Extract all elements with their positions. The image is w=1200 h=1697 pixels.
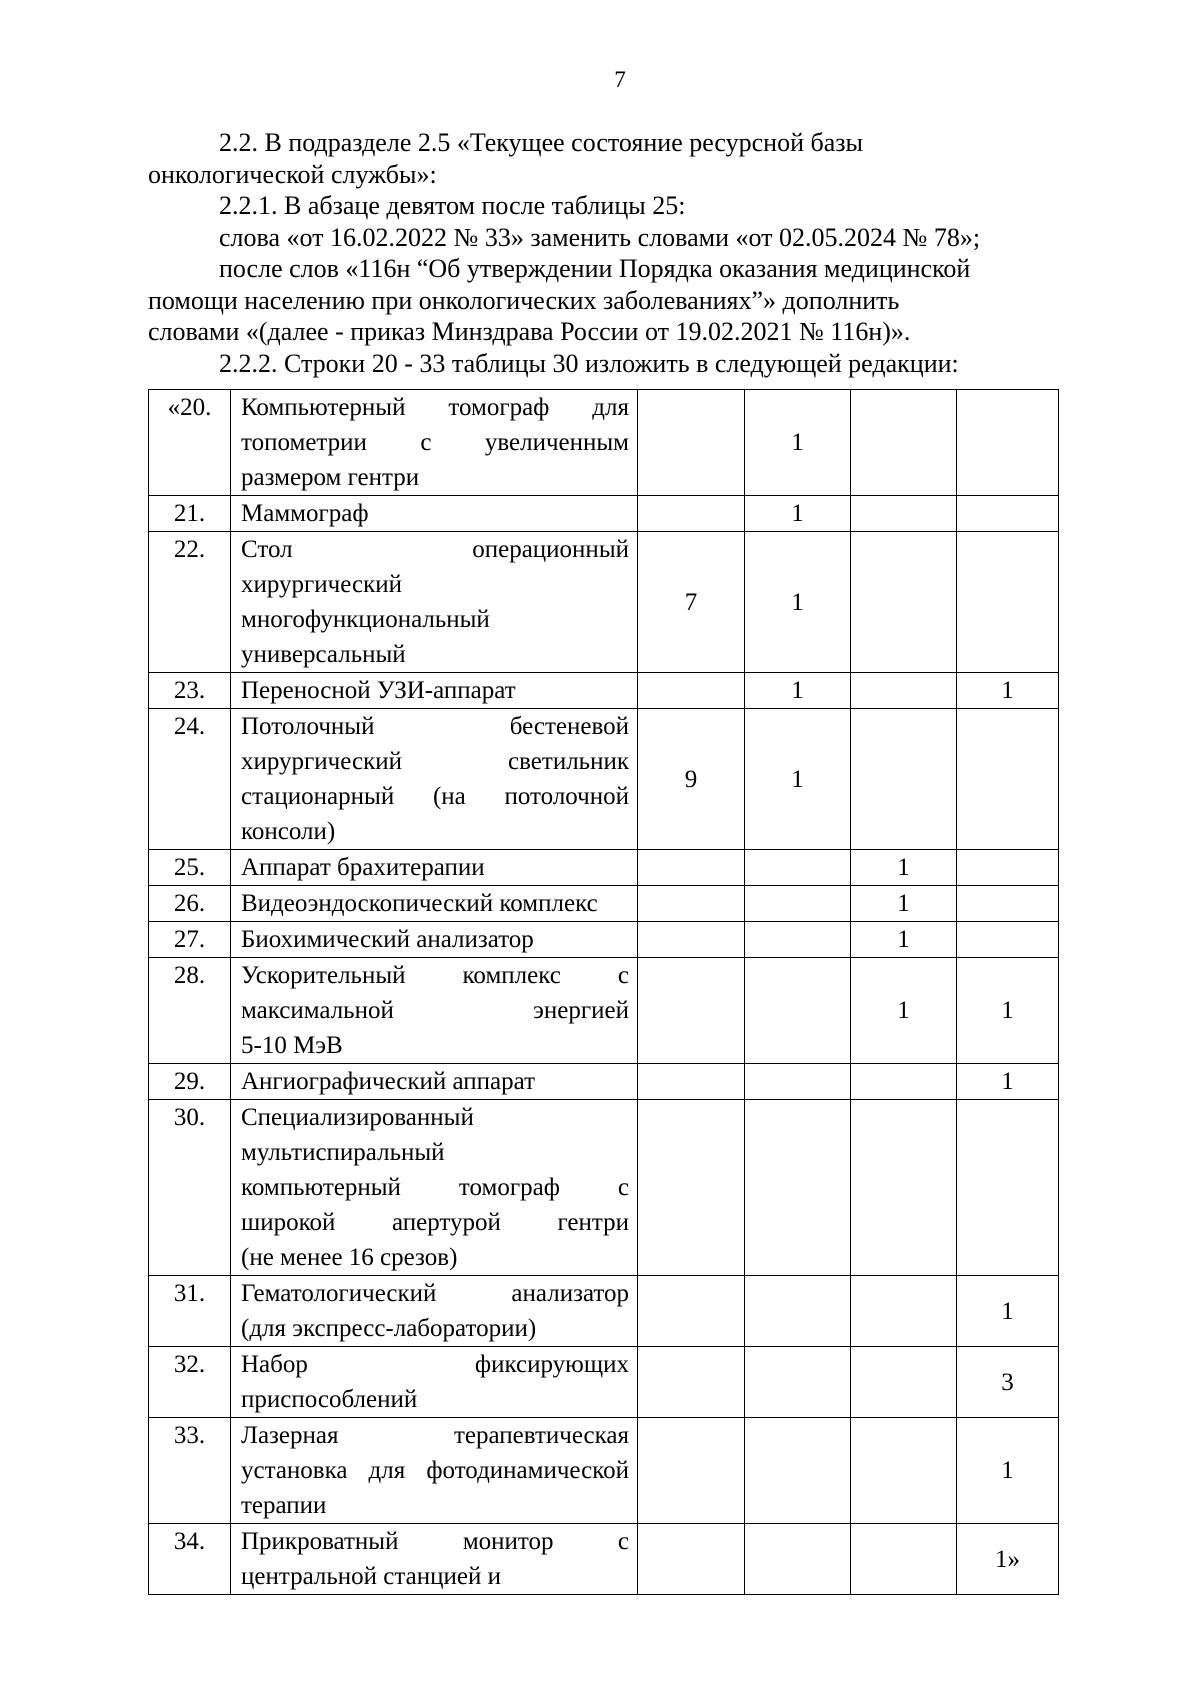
equipment-name-line: Стол операционный (241, 536, 629, 563)
value-col-2 (745, 1347, 851, 1418)
equipment-name-line: мультиспиральный (241, 1139, 445, 1166)
value-col-2 (745, 922, 851, 958)
value-col-3 (851, 709, 957, 850)
equipment-name-line: стационарный (на потолочной (241, 783, 629, 810)
equipment-name-line: (для экспресс-лаборатории) (241, 1315, 537, 1342)
equipment-table (148, 389, 1059, 1595)
value-col-3: 1 (851, 850, 957, 886)
equipment-name-line: хирургический светильник (241, 748, 629, 775)
equipment-name-line: Ангиографический аппарат (241, 1068, 536, 1095)
row-number: 22. (149, 532, 231, 673)
table-row (149, 1100, 1059, 1276)
value-col-1 (638, 390, 745, 496)
row-number: 28. (149, 958, 231, 1064)
value-col-3 (851, 1100, 957, 1276)
equipment-name-line: Прикроватный монитор с (241, 1528, 629, 1555)
equipment-name (231, 1064, 638, 1100)
equipment-name (231, 1276, 638, 1347)
value-col-4: 3 (957, 1347, 1059, 1418)
equipment-name (231, 1347, 638, 1418)
value-col-3: 1 (851, 922, 957, 958)
value-col-1 (638, 886, 745, 922)
row-number: 23. (149, 673, 231, 709)
table-row (149, 1064, 1059, 1100)
value-col-3 (851, 1418, 957, 1524)
equipment-name-line: Специализированный (241, 1104, 474, 1131)
row-number: 29. (149, 1064, 231, 1100)
value-col-1 (638, 922, 745, 958)
value-col-2 (745, 886, 851, 922)
value-col-3: 1 (851, 886, 957, 922)
row-number: 33. (149, 1418, 231, 1524)
row-number: 34. (149, 1524, 231, 1595)
row-number: 30. (149, 1100, 231, 1276)
equipment-name-line: установка для фотодинамической (241, 1457, 629, 1484)
equipment-name-line: консоли) (241, 818, 336, 845)
equipment-name (231, 1100, 638, 1276)
table-row (149, 390, 1059, 496)
equipment-name (231, 850, 638, 886)
equipment-name-line: Аппарат брахитерапии (241, 854, 485, 881)
value-col-3 (851, 390, 957, 496)
value-col-3 (851, 673, 957, 709)
paragraph-2-2-2: 2.2.2. Строки 20 - 33 таблицы 30 изложить в следующей редакции: (219, 348, 959, 378)
equipment-name-line: Потолочный бестеневой (241, 713, 629, 740)
equipment-name (231, 709, 638, 850)
equipment-name-line: Ускорительный комплекс с (241, 962, 629, 989)
table-row (149, 850, 1059, 886)
equipment-name-line: Видеоэндоскопический комплекс (241, 890, 598, 917)
equipment-name-line: Биохимический анализатор (241, 926, 534, 953)
row-number: 31. (149, 1276, 231, 1347)
table-row (149, 532, 1059, 673)
equipment-name (231, 922, 638, 958)
value-col-2: 1 (745, 532, 851, 673)
table-row (149, 496, 1059, 532)
value-col-2: 1 (745, 496, 851, 532)
equipment-name (231, 673, 638, 709)
value-col-2: 1 (745, 709, 851, 850)
value-col-1 (638, 850, 745, 886)
paragraph-2-2-1: 2.2.1. В абзаце девятом после таблицы 25: (219, 191, 686, 220)
value-col-2: 1 (745, 390, 851, 496)
equipment-name-line: компьютерный томограф с (241, 1174, 629, 1201)
equipment-name (231, 1418, 638, 1524)
value-col-4: 1 (957, 1276, 1059, 1347)
equipment-name-line: хирургический (241, 571, 402, 598)
value-col-4: 1» (957, 1524, 1059, 1595)
value-col-4: 1 (957, 673, 1059, 709)
value-col-1 (638, 1100, 745, 1276)
table-row (149, 1276, 1059, 1347)
equipment-name-line: многофункциональный (241, 606, 490, 633)
equipment-name-line: Гематологический анализатор (241, 1280, 629, 1307)
equipment-name (231, 532, 638, 673)
row-number: 24. (149, 709, 231, 850)
row-number: 21. (149, 496, 231, 532)
paragraph-after-words-line3: словами «(далее - приказ Минздрава России от 19.02.2021 № 116н)». (148, 317, 911, 346)
value-col-3 (851, 1347, 957, 1418)
equipment-name-line: размером гентри (241, 464, 420, 491)
value-col-2 (745, 1276, 851, 1347)
value-col-3 (851, 496, 957, 532)
value-col-4 (957, 496, 1059, 532)
row-number: «20. (149, 390, 231, 496)
value-col-2 (745, 1418, 851, 1524)
value-col-3 (851, 1276, 957, 1347)
value-col-3: 1 (851, 958, 957, 1064)
equipment-name (231, 886, 638, 922)
row-number: 32. (149, 1347, 231, 1418)
table-row (149, 1418, 1059, 1524)
equipment-name (231, 1524, 638, 1595)
value-col-1: 7 (638, 532, 745, 673)
value-col-4: 1 (957, 958, 1059, 1064)
value-col-2 (745, 958, 851, 1064)
equipment-name-line: Переносной УЗИ-аппарат (241, 677, 516, 704)
table-row (149, 1347, 1059, 1418)
value-col-1 (638, 1347, 745, 1418)
value-col-4 (957, 709, 1059, 850)
equipment-name-line: Маммограф (241, 500, 369, 527)
equipment-name-line: 5-10 МэВ (241, 1032, 343, 1059)
equipment-name-line: Лазерная терапевтическая (241, 1422, 629, 1449)
value-col-4: 1 (957, 1064, 1059, 1100)
equipment-name-line: Набор фиксирующих (241, 1351, 629, 1378)
table-row (149, 709, 1059, 850)
paragraph-after-words-line1: после слов «116н “Об утверждении Порядка оказания медицинской (219, 254, 971, 283)
table-row (149, 922, 1059, 958)
value-col-4 (957, 532, 1059, 673)
value-col-3 (851, 532, 957, 673)
paragraph-after-words-line2: помощи населению при онкологических заболеваниях”» дополнить (148, 285, 900, 315)
value-col-4 (957, 886, 1059, 922)
equipment-name-line: Компьютерный томограф для (241, 394, 629, 421)
document-body (148, 127, 1058, 379)
row-number: 26. (149, 886, 231, 922)
table-row (149, 886, 1059, 922)
value-col-4 (957, 1100, 1059, 1276)
value-col-1 (638, 1064, 745, 1100)
equipment-name-line: центральной станцией и (241, 1563, 501, 1590)
table-row (149, 673, 1059, 709)
paragraph-replace-words: слова «от 16.02.2022 № 33» заменить словами «от 02.05.2024 № 78»; (219, 222, 981, 252)
equipment-name-line: максимальной энергией (241, 997, 629, 1024)
value-col-2 (745, 1064, 851, 1100)
value-col-4 (957, 850, 1059, 886)
row-number: 25. (149, 850, 231, 886)
equipment-name-line: универсальный (241, 641, 406, 668)
equipment-name-line: терапии (241, 1492, 327, 1519)
equipment-name-line: широкой апертурой гентри (241, 1209, 629, 1236)
equipment-name-line: (не менее 16 срезов) (241, 1244, 458, 1271)
table-row (149, 958, 1059, 1064)
value-col-2: 1 (745, 673, 851, 709)
paragraph-subsection-line2: онкологической службы»: (148, 159, 437, 189)
value-col-3 (851, 1524, 957, 1595)
page-number: 7 (614, 67, 626, 92)
value-col-1 (638, 673, 745, 709)
value-col-1 (638, 1524, 745, 1595)
equipment-name (231, 496, 638, 532)
value-col-2 (745, 1524, 851, 1595)
value-col-2 (745, 850, 851, 886)
value-col-4 (957, 390, 1059, 496)
paragraph-subsection-line1: 2.2. В подразделе 2.5 «Текущее состояние ресурсной базы (219, 128, 863, 157)
value-col-4 (957, 922, 1059, 958)
row-number: 27. (149, 922, 231, 958)
table-row (149, 1524, 1059, 1595)
value-col-1 (638, 496, 745, 532)
value-col-1 (638, 958, 745, 1064)
equipment-name (231, 958, 638, 1064)
equipment-name-line: приспособлений (241, 1386, 418, 1413)
value-col-2 (745, 1100, 851, 1276)
equipment-name-line: топометрии с увеличенным (241, 429, 629, 456)
value-col-1 (638, 1418, 745, 1524)
value-col-4: 1 (957, 1418, 1059, 1524)
equipment-name (231, 390, 638, 496)
value-col-3 (851, 1064, 957, 1100)
value-col-1 (638, 1276, 745, 1347)
value-col-1: 9 (638, 709, 745, 850)
